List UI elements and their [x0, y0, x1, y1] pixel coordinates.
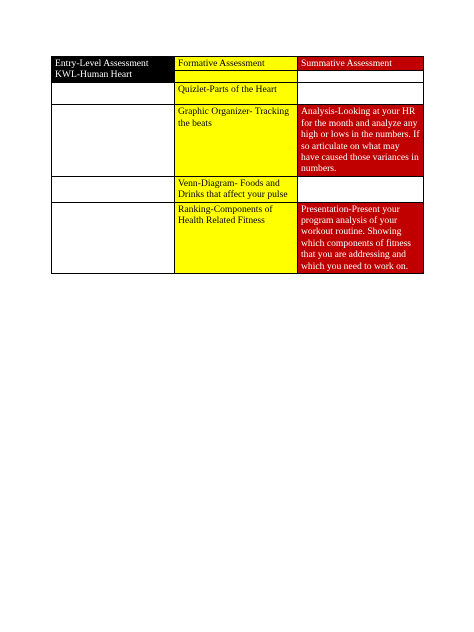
entry-cell: [52, 105, 175, 176]
table-row: [52, 202, 424, 273]
entry-cell: [52, 202, 175, 273]
entry-cell: [52, 176, 175, 202]
summative-cell: [298, 176, 424, 202]
formative-cell: Graphic Organizer- Tracking the beats: [175, 105, 298, 176]
entry-cell: [52, 83, 175, 105]
summative-cell: Presentation-Present your program analysis of your workout routine. Showing which components of fitness that you are addressing and which you need to work on.: [298, 202, 424, 273]
formative-cell: Ranking-Components of Health Related Fitness: [175, 202, 298, 273]
table-header-row: [52, 57, 424, 71]
formative-cell: Quizlet-Parts of the Heart: [175, 83, 298, 105]
entry-level-subtitle: KWL-Human Heart: [55, 69, 132, 81]
assessment-table: [51, 56, 424, 274]
summative-header: Summative Assessment: [298, 57, 424, 71]
formative-header: Formative Assessment: [175, 57, 298, 71]
table-row: [52, 83, 424, 105]
summative-cell: Analysis-Looking at your HR for the month and analyze any high or lows in the numbers. If so articulate on what may have caused those variances in numbers.: [298, 105, 424, 176]
entry-level-title: Entry-Level Assessment: [55, 58, 149, 69]
formative-cell: [175, 71, 298, 83]
formative-cell: Venn-Diagram- Foods and Drinks that affect your pulse: [175, 176, 298, 202]
table-row: [52, 105, 424, 176]
table-row: [52, 176, 424, 202]
entry-level-header: [52, 57, 175, 83]
summative-cell: [298, 71, 424, 83]
summative-cell: [298, 83, 424, 105]
